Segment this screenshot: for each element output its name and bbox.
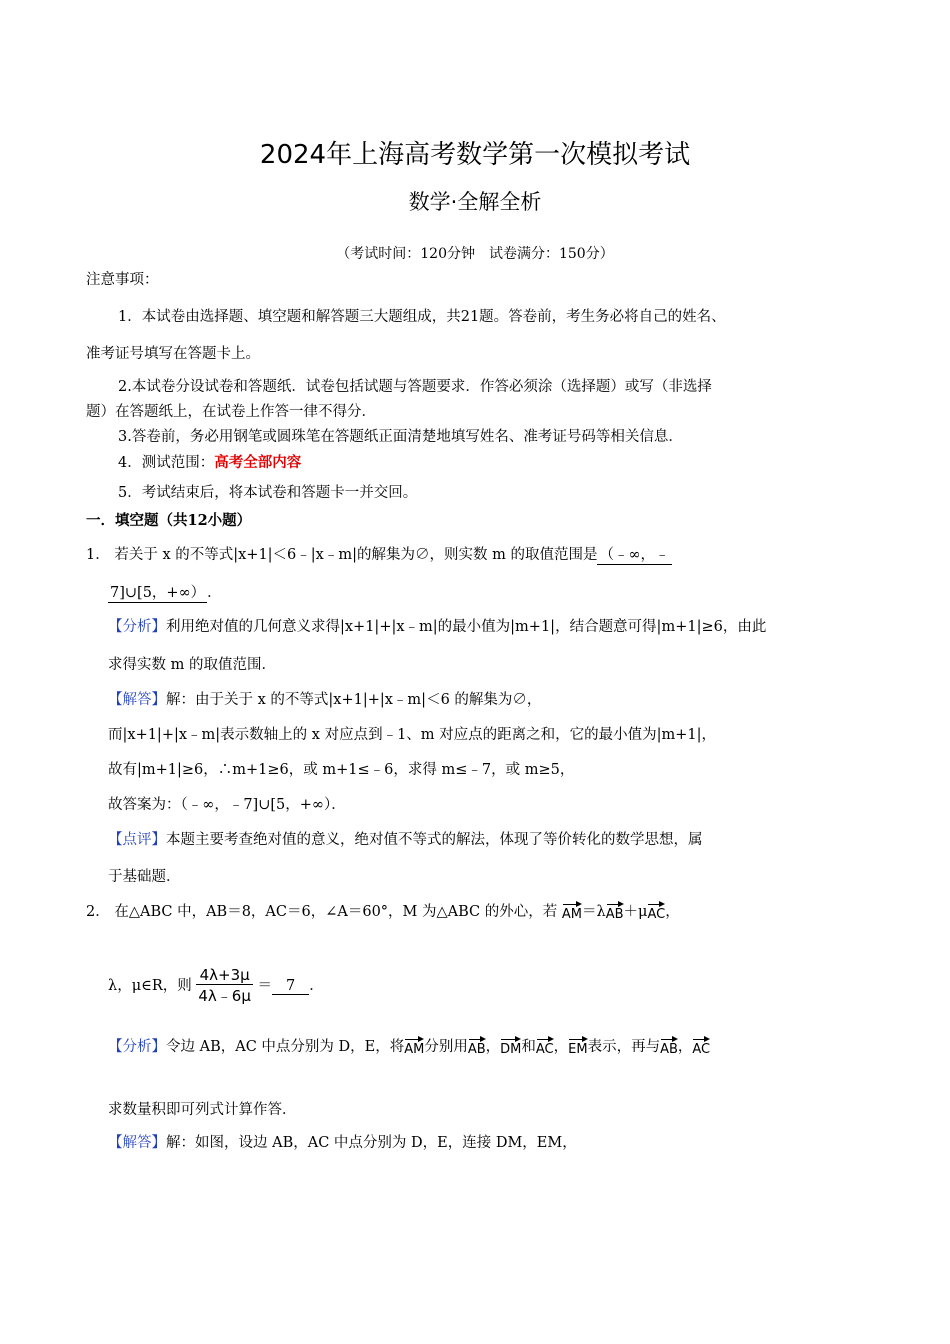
q1-line-2 [108, 581, 222, 603]
notice-item-1-line-1: 1．本试卷由选择题、填空题和解答题三大题组成，共21题。答卷前，考生务必将自己的姓名、 [118, 309, 726, 325]
q1-solution-line-2: 而|x+1|+|x﹣m|表示数轴上的 x 对应点到﹣1、m 对应点的距离之和，它的最小值为|m+1|， [108, 727, 717, 743]
q1-solution-text: 解：由于关于 x 的不等式|x+1|+|x﹣m|＜6 的解集为∅， [166, 692, 542, 708]
q2-analysis-c: 表示，再与 [587, 1039, 661, 1055]
page-subtitle: 数学·全解全析 [408, 190, 542, 214]
vector-AB: AB [468, 1036, 486, 1057]
q1-line-2-end: ． [207, 585, 222, 601]
q1-solution-line-1 [108, 688, 541, 709]
q2-and: 和 [521, 1039, 536, 1055]
page-title: 2024年上海高考数学第一次模拟考试 [259, 140, 691, 170]
q1-solution-line-4: 故答案为：（﹣∞，﹣7]∪[5，+∞）． [108, 797, 346, 813]
q2-line-1 [86, 900, 680, 922]
vector-AB: AB [606, 901, 624, 922]
section-heading: 一．填空题（共12小题） [86, 512, 252, 529]
comment-tag: 【点评】 [108, 832, 166, 848]
q1-solution-line-3: 故有|m+1|≥6，∴m+1≥6，或 m+1≤﹣6，求得 m≤﹣7，或 m≥5， [108, 762, 575, 778]
vector-EM: EM [568, 1036, 587, 1057]
q2-sep-3: ， [677, 1039, 693, 1055]
notice-item-4 [118, 451, 301, 472]
q1-analysis-line-1 [108, 615, 766, 636]
q2-fraction-numerator: 4λ+3μ [196, 966, 253, 985]
q2-solution-text: 解：如图，设边 AB，AC 中点分别为 D，E，连接 DM，EM， [166, 1135, 577, 1151]
q1-comment-text: 本题主要考查绝对值的意义，绝对值不等式的解法，体现了等价转化的数学思想，属 [166, 832, 703, 848]
notice-item-5: 5．考试结束后，将本试卷和答题卡一并交回。 [118, 485, 418, 501]
exam-meta: （考试时间：120分钟 试卷满分：150分） [336, 246, 614, 262]
q2-period: ． [309, 978, 324, 994]
analysis-tag: 【分析】 [108, 1039, 166, 1055]
q1-analysis-line-2: 求得实数 m 的取值范围． [108, 657, 276, 673]
analysis-tag: 【分析】 [108, 619, 166, 635]
vector-AC: AC [536, 1036, 554, 1057]
vector-DM: DM [500, 1036, 521, 1057]
notice-item-2-line-2: 题）在答题纸上，在试卷上作答一律不得分． [86, 404, 376, 420]
notice-item-3: 3.答卷前，务必用钢笔或圆珠笔在答题纸正面清楚地填写姓名、准考证号码等相关信息． [118, 429, 683, 445]
vector-AC: AC [647, 901, 665, 922]
q2-fraction [196, 966, 253, 1006]
vector-AB: AB [660, 1036, 678, 1057]
q2-line-2 [108, 966, 324, 1006]
q2-comma: ， [665, 904, 680, 920]
q1-line-1 [86, 543, 672, 565]
vector-AM: AM [562, 901, 582, 922]
q2-line-2-start: λ，μ∈R，则 [108, 978, 192, 994]
q1-stem: 1． 若关于 x 的不等式|x+1|＜6﹣|x﹣m|的解集为∅，则实数 m 的取值范围是 [86, 547, 598, 563]
q2-eq: ＝λ [581, 904, 606, 920]
q2-analysis-line-2: 求数量积即可列式计算作答． [108, 1102, 297, 1118]
q1-answer-part-1: （﹣∞，﹣ [597, 543, 671, 565]
q1-analysis-text: 利用绝对值的几何意义求得|x+1|+|x﹣m|的最小值为|m+1|，结合题意可得|m+1|≥6，由此 [166, 619, 767, 635]
q1-comment-line-1 [108, 828, 703, 849]
q2-sep-1: ， [485, 1039, 501, 1055]
notice-item-1-line-2: 准考证号填写在答题卡上。 [86, 346, 260, 362]
q2-analysis-a: 令边 AB，AC 中点分别为 D，E，将 [166, 1039, 405, 1055]
test-scope-highlight: 高考全部内容 [214, 454, 302, 471]
q2-fraction-denominator: 4λ﹣6μ [198, 987, 251, 1005]
q2-answer: 7 [272, 978, 309, 995]
q2-equals: ＝ [257, 978, 272, 994]
q2-plus: ＋μ [623, 904, 648, 920]
q2-solution-line-1 [108, 1131, 577, 1152]
notice-item-2-line-1: 2.本试卷分设试卷和答题纸．试卷包括试题与答题要求．作答必须涂（选择题）或写（非选择 [118, 379, 712, 395]
solution-tag: 【解答】 [108, 1135, 166, 1151]
vector-AC: AC [692, 1036, 710, 1057]
q2-analysis-line-1 [108, 1035, 710, 1057]
q2-stem: 2． 在△ABC 中，AB＝8，AC＝6，∠A＝60°，M 为△ABC 的外心，若 [86, 904, 558, 920]
q1-answer-part-2: 7]∪[5，+∞） [108, 581, 207, 603]
q2-sep-2: ， [553, 1039, 569, 1055]
notice-heading: 注意事项： [86, 272, 159, 288]
notice-item-4-prefix: 4．测试范围： [118, 455, 215, 471]
q1-comment-line-2: 于基础题． [108, 869, 181, 885]
q2-analysis-b: 分别用 [424, 1039, 468, 1055]
vector-AM: AM [404, 1036, 424, 1057]
solution-tag: 【解答】 [108, 692, 166, 708]
